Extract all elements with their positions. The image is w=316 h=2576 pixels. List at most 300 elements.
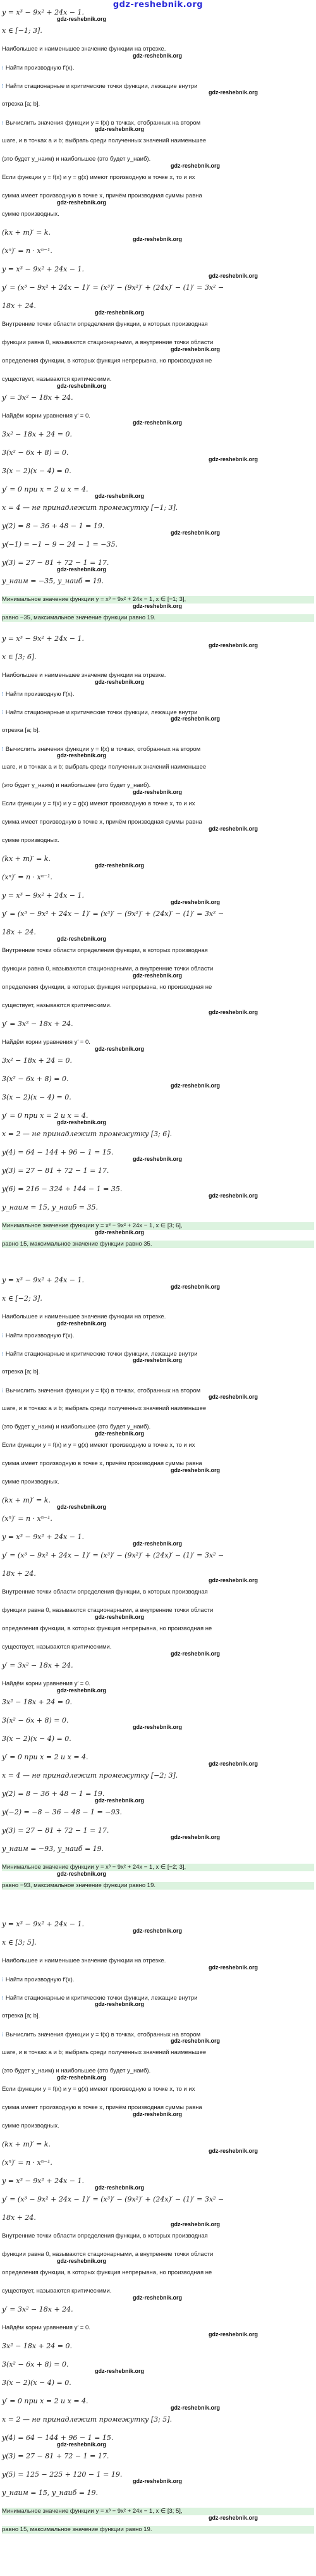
line-text: Найдём корни уравнения y′ = 0. (2, 412, 90, 419)
step-marker-icon: ⁝ (2, 1332, 4, 1339)
text-line (2, 984, 212, 991)
text-line (2, 2049, 206, 2057)
formula-line (2, 2361, 69, 2369)
line-text: Найти производную f′(x). (5, 65, 75, 71)
line-text: (это будет y_наим) и наибольшее (это будет y_наиб). (2, 1423, 151, 1430)
line-text: y = x³ − 9x² + 24x − 1. (2, 1533, 84, 1541)
text-line (2, 174, 195, 182)
formula-line (2, 1754, 88, 1761)
formula-line (2, 468, 71, 475)
formula-line (2, 247, 52, 255)
text-line (2, 1625, 212, 1633)
line-text: (kx + m)′ = k. (2, 228, 51, 237)
watermark: gdz-reshebnik.org (95, 862, 145, 869)
formula-line (2, 302, 36, 310)
watermark: gdz-reshebnik.org (57, 752, 107, 759)
formula-line (2, 541, 118, 548)
watermark: gdz-reshebnik.org (57, 566, 107, 573)
line-text: 3(x − 2)(x − 4) = 0. (2, 1093, 71, 1101)
formula-line (2, 1552, 224, 1559)
line-text: равно −93, максимальное значение функции равно 19. (2, 1882, 156, 1889)
line-text: x ∈ [−2; 3]. (2, 1294, 42, 1303)
watermark: gdz-reshebnik.org (133, 789, 183, 795)
line-text: определения функции, в которых функция непрерывна, но производная не (2, 357, 212, 364)
watermark: gdz-reshebnik.org (133, 53, 183, 59)
formula-line (2, 1020, 73, 1028)
formula-line (2, 1939, 37, 1947)
line-text: x = 2 — не принадлежит промежутку [3; 5]. (2, 2415, 173, 2424)
watermark: gdz-reshebnik.org (95, 2001, 145, 2007)
watermark: gdz-reshebnik.org (133, 1724, 183, 1730)
line-text: y′ = (x³ − 9x² + 24x − 1)′ = (x³)′ − (9x²)′ + (24x)′ − (1)′ = 3x² − (2, 283, 224, 292)
step-marker-icon: ⁝ (2, 1387, 4, 1394)
watermark: gdz-reshebnik.org (133, 419, 183, 426)
formula-line (2, 1204, 98, 1211)
line-text: 3(x² − 6x + 8) = 0. (2, 1075, 69, 1083)
text-line (2, 156, 150, 163)
line-text: 18x + 24. (2, 302, 36, 310)
line-text: шаге, и в точках a и b; выбрать среди полученных значений наименьшее (2, 764, 207, 771)
line-text: существует, называются критическими. (2, 1002, 112, 1009)
line-text: 3x² − 18x + 24 = 0. (2, 1698, 72, 1706)
line-text: Найти стационарные и критические точки функции, лежащие внутри (5, 83, 198, 90)
line-text: Найдём корни уравнения y′ = 0. (2, 2324, 90, 2331)
text-line (2, 2122, 59, 2130)
line-text: сумме производных. (2, 2122, 59, 2129)
line-text: x = 2 — не принадлежит промежутку [3; 6]. (2, 1130, 173, 1138)
line-text: y = x³ − 9x² + 24x − 1. (2, 1920, 84, 1928)
line-text: y = x³ − 9x² + 24x − 1. (2, 265, 84, 273)
formula-line (2, 910, 224, 918)
line-text: Найдём корни уравнения y′ = 0. (2, 1680, 90, 1687)
watermark: gdz-reshebnik.org (57, 1871, 107, 1877)
line-text: y(−2) = −8 − 36 − 48 − 1 = −93. (2, 1808, 122, 1816)
formula-line (2, 874, 52, 881)
watermark: gdz-reshebnik.org (95, 2184, 145, 2191)
line-text: 3(x² − 6x + 8) = 0. (2, 1716, 69, 1725)
line-text: Вычислить значения функции y = f(x) в точках, отобранных на втором (5, 120, 201, 127)
line-text: сумме производных. (2, 1478, 59, 1485)
text-line (2, 82, 197, 90)
formula-line (2, 504, 178, 512)
watermark: gdz-reshebnik.org (95, 2368, 145, 2374)
formula-line (2, 1809, 122, 1816)
watermark: gdz-reshebnik.org (95, 1430, 145, 1437)
watermark: gdz-reshebnik.org (171, 2221, 221, 2227)
line-text: существует, называются критическими. (2, 376, 112, 383)
formula-line (2, 1845, 104, 1853)
text-line (2, 690, 74, 698)
line-text: Найти стационарные и критические точки функции, лежащие внутри (5, 709, 198, 716)
text-line (2, 211, 59, 218)
line-text: сумма имеет производную в точке x, причём производная суммы равна (2, 819, 202, 826)
watermark: gdz-reshebnik.org (95, 1614, 145, 1620)
watermark: gdz-reshebnik.org (171, 1650, 221, 1657)
watermark: gdz-reshebnik.org (209, 2331, 258, 2338)
watermark: gdz-reshebnik.org (133, 1540, 183, 1547)
text-line (2, 321, 208, 328)
watermark: gdz-reshebnik.org (133, 1156, 183, 1162)
watermark: gdz-reshebnik.org (209, 1009, 258, 1015)
formula-line (2, 2398, 88, 2405)
formula-line (2, 1790, 104, 1798)
text-line (2, 357, 212, 365)
formula-line (2, 1057, 72, 1065)
formula-line (2, 1130, 172, 1138)
text-line (2, 2232, 208, 2240)
formula-line (2, 1717, 69, 1725)
line-text: Найти производную f′(x). (5, 1332, 75, 1339)
line-text: сумме производных. (2, 211, 59, 218)
line-text: y′ = 0 при x = 2 и x = 4. (2, 485, 88, 493)
line-text: отрезка [a; b]. (2, 727, 40, 734)
watermark: gdz-reshebnik.org (171, 1467, 221, 1473)
formula-line (2, 1570, 36, 1578)
line-text: (kx + m)′ = k. (2, 855, 51, 863)
line-text: сумма имеет производную в точке x, причём производная суммы равна (2, 1460, 202, 1467)
step-marker-icon: ⁝ (2, 746, 4, 752)
line-text: y′ = 3x² − 18x + 24. (2, 2305, 73, 2313)
line-text: y(3) = 27 − 81 + 72 − 1 = 17. (2, 1826, 109, 1835)
line-text: x = 4 — не принадлежит промежутку [−1; 3]. (2, 504, 178, 512)
line-text: Если функции y = f(x) и y = g(x) имеют производную в точке x, то и их (2, 2086, 195, 2093)
line-text: y_наим = 15, y_наиб = 19. (2, 2489, 98, 2497)
formula-line (2, 1295, 42, 1303)
formula-line (2, 1149, 113, 1156)
line-text: y′ = (x³ − 9x² + 24x − 1)′ = (x³)′ − (9x²)′ + (24x)′ − (1)′ = 3x² − (2, 1551, 224, 1559)
watermark: gdz-reshebnik.org (133, 1357, 183, 1363)
line-text: шаге, и в точках a и b; выбрать среди полученных значений наименьшее (2, 1405, 207, 1412)
step-marker-icon: ⁝ (2, 120, 4, 126)
formula-line (2, 929, 36, 936)
watermark: gdz-reshebnik.org (57, 199, 107, 206)
line-text: x = 4 — не принадлежит промежутку [−2; 3]. (2, 1771, 178, 1780)
text-line (2, 2269, 212, 2277)
formula-line (2, 2159, 52, 2167)
watermark: gdz-reshebnik.org (133, 1928, 183, 1934)
line-text: сумма имеет производную в точке x, причём производная суммы равна (2, 192, 202, 199)
line-text: y′ = 3x² − 18x + 24. (2, 1661, 73, 1669)
formula-line (2, 27, 42, 35)
step-marker-icon: ⁝ (2, 83, 4, 89)
text-line (2, 2251, 213, 2258)
answer-line (2, 1222, 314, 1230)
line-text: (это будет y_наим) и наибольшее (это будет y_наиб). (2, 782, 151, 789)
line-text: y′ = 0 при x = 2 и x = 4. (2, 2397, 88, 2405)
step-marker-icon: ⁝ (2, 1976, 4, 1983)
watermark: gdz-reshebnik.org (133, 972, 183, 979)
answer-line (2, 614, 314, 622)
watermark: gdz-reshebnik.org (209, 1192, 258, 1199)
line-text: Наибольшее и наименьшее значение функции на отрезке. (2, 1313, 166, 1320)
formula-line (2, 1735, 71, 1743)
watermark: gdz-reshebnik.org (95, 1046, 145, 1052)
watermark: gdz-reshebnik.org (171, 346, 221, 352)
line-text: y′ = 3x² − 18x + 24. (2, 1020, 73, 1028)
watermark: gdz-reshebnik.org (209, 1577, 258, 1583)
text-line (2, 1405, 206, 1413)
watermark: gdz-reshebnik.org (95, 1229, 145, 1235)
text-line (2, 1957, 166, 1965)
line-text: 3(x − 2)(x − 4) = 0. (2, 2379, 71, 2387)
watermark: gdz-reshebnik.org (57, 1504, 107, 1510)
watermark: gdz-reshebnik.org (171, 715, 221, 722)
text-line (2, 412, 90, 420)
text-line (2, 819, 202, 826)
line-text: y_наим = −93, y_наиб = 19. (2, 1845, 104, 1853)
watermark: gdz-reshebnik.org (209, 1761, 258, 1767)
line-text: Наибольшее и наименьшее значение функции на отрезке. (2, 1957, 166, 1964)
line-text: отрезка [a; b]. (2, 1368, 40, 1375)
line-text: определения функции, в которых функция непрерывна, но производная не (2, 2269, 212, 2276)
watermark: gdz-reshebnik.org (171, 1082, 221, 1089)
formula-line (2, 1277, 84, 1284)
line-text: Найти производную f′(x). (5, 1976, 75, 1983)
watermark: gdz-reshebnik.org (209, 2148, 258, 2154)
watermark: gdz-reshebnik.org (209, 1394, 258, 1400)
line-text: (xⁿ)′ = n · xⁿ⁻¹. (2, 1514, 52, 1523)
line-text: y_наим = −35, y_наиб = 19. (2, 577, 104, 585)
formula-line (2, 1186, 122, 1193)
line-text: x ∈ [−1; 3]. (2, 27, 42, 35)
line-text: 18x + 24. (2, 2214, 36, 2222)
text-line (2, 727, 40, 734)
watermark: gdz-reshebnik.org (95, 1797, 145, 1804)
text-line (2, 101, 40, 108)
text-line (2, 1368, 40, 1376)
line-text: отрезка [a; b]. (2, 2012, 40, 2019)
formula-line (2, 266, 84, 273)
line-text: y = x³ − 9x² + 24x − 1. (2, 8, 84, 16)
formula-line (2, 2141, 51, 2148)
formula-line (2, 1497, 51, 1504)
line-text: функции равна 0, называются стационарными, а внутренние точки области (2, 339, 214, 346)
formula-line (2, 431, 72, 438)
formula-line (2, 2416, 172, 2424)
text-line (2, 137, 206, 145)
line-text: 18x + 24. (2, 1570, 36, 1578)
text-line (2, 709, 197, 717)
formula-line (2, 1515, 52, 1523)
line-text: 3(x − 2)(x − 4) = 0. (2, 1735, 71, 1743)
formula-line (2, 523, 104, 530)
line-text: Если функции y = f(x) и y = g(x) имеют производную в точке x, то и их (2, 174, 195, 181)
formula-line (2, 1094, 71, 1101)
formula-line (2, 1827, 109, 1835)
line-text: Найти производную f′(x). (5, 691, 75, 698)
line-text: y(3) = 27 − 81 + 72 − 1 = 17. (2, 2452, 109, 2460)
line-text: y(6) = 216 − 324 + 144 − 1 = 35. (2, 1185, 123, 1193)
line-text: y(3) = 27 − 81 + 72 − 1 = 17. (2, 559, 109, 567)
line-text: (xⁿ)′ = n · xⁿ⁻¹. (2, 247, 52, 255)
step-marker-icon: ⁝ (2, 1351, 4, 1357)
line-text: (это будет y_наим) и наибольшее (это будет y_наиб). (2, 2067, 151, 2074)
step-marker-icon: ⁝ (2, 2031, 4, 2038)
line-text: функции равна 0, называются стационарными, а внутренние точки области (2, 2251, 214, 2258)
line-text: y′ = 0 при x = 2 и x = 4. (2, 1753, 88, 1761)
formula-line (2, 1075, 69, 1083)
text-line (2, 1002, 111, 1010)
line-text: Вычислить значения функции y = f(x) в точках, отобранных на втором (5, 1387, 201, 1394)
formula-line (2, 486, 88, 493)
answer-line (2, 2526, 314, 2534)
line-text: y′ = (x³ − 9x² + 24x − 1)′ = (x³)′ − (9x²)′ + (24x)′ − (1)′ = 3x² − (2, 910, 224, 918)
watermark: gdz-reshebnik.org (57, 16, 107, 22)
formula-line (2, 1772, 178, 1780)
line-text: Если функции y = f(x) и y = g(x) имеют производную в точке x, то и их (2, 1442, 195, 1449)
line-text: y(4) = 64 − 144 + 96 − 1 = 15. (2, 2434, 114, 2442)
watermark: gdz-reshebnik.org (171, 899, 221, 905)
line-text: Наибольшее и наименьшее значение функции на отрезке. (2, 46, 166, 53)
text-line (2, 782, 150, 790)
watermark: gdz-reshebnik.org (209, 89, 258, 96)
formula-line (2, 635, 84, 643)
watermark: gdz-reshebnik.org (209, 642, 258, 648)
watermark: gdz-reshebnik.org (57, 1119, 107, 1125)
formula-line (2, 2379, 71, 2387)
formula-line (2, 2489, 98, 2497)
answer-line (2, 1882, 314, 1890)
step-marker-icon: ⁝ (2, 709, 4, 715)
line-text: y(3) = 27 − 81 + 72 − 1 = 17. (2, 1167, 109, 1175)
formula-line (2, 578, 104, 585)
watermark: gdz-reshebnik.org (95, 493, 145, 499)
line-text: y(4) = 64 − 144 + 96 − 1 = 15. (2, 1148, 114, 1156)
text-line (2, 2086, 195, 2093)
line-text: равно −35, максимальное значение функции равно 19. (2, 614, 156, 621)
watermark: gdz-reshebnik.org (209, 2515, 258, 2521)
line-text: 3x² − 18x + 24 = 0. (2, 1056, 72, 1065)
formula-line (2, 2214, 36, 2222)
watermark: gdz-reshebnik.org (209, 273, 258, 279)
text-line (2, 1039, 90, 1046)
watermark: gdz-reshebnik.org (95, 126, 145, 132)
formula-line (2, 653, 37, 661)
line-text: сумма имеет производную в точке x, причём производная суммы равна (2, 2104, 202, 2111)
line-text: Найти стационарные и критические точки функции, лежащие внутри (5, 1351, 198, 1358)
line-text: 3(x² − 6x + 8) = 0. (2, 2360, 69, 2369)
formula-line (2, 1662, 73, 1669)
line-text: 3(x − 2)(x − 4) = 0. (2, 467, 71, 475)
text-line (2, 64, 74, 72)
watermark: gdz-reshebnik.org (57, 1687, 107, 1694)
line-text: y(5) = 125 − 225 + 120 − 1 = 19. (2, 2470, 123, 2479)
line-text: y′ = 0 при x = 2 и x = 4. (2, 1112, 88, 1120)
line-text: равно 15, максимальное значение функции равно 19. (2, 2526, 152, 2533)
line-text: Внутренние точки области определения функции, в которых производная (2, 321, 208, 328)
text-line (2, 764, 206, 771)
line-text: 3x² − 18x + 24 = 0. (2, 430, 72, 438)
line-text: (kx + m)′ = k. (2, 1496, 51, 1504)
watermark: gdz-reshebnik.org (171, 2405, 221, 2411)
line-text: Минимальное значение функции y = x³ − 9x² + 24x − 1, x ∈ [3; 5], (2, 2508, 183, 2515)
watermark: gdz-reshebnik.org (133, 2478, 183, 2484)
formula-line (2, 394, 73, 402)
watermark: gdz-reshebnik.org (209, 1964, 258, 1971)
line-text: 3x² − 18x + 24 = 0. (2, 2342, 72, 2350)
watermark: gdz-reshebnik.org (171, 1284, 221, 1290)
answer-line (2, 1241, 314, 1248)
line-text: Наибольшее и наименьшее значение функции на отрезке. (2, 672, 166, 679)
formula-line (2, 449, 69, 457)
watermark: gdz-reshebnik.org (57, 1320, 107, 1327)
line-text: шаге, и в точках a и b; выбрать среди полученных значений наименьшее (2, 2049, 207, 2056)
line-text: равно 15, максимальное значение функции равно 35. (2, 1241, 152, 1248)
formula-line (2, 2471, 122, 2479)
text-line (2, 1644, 111, 1651)
watermark: gdz-reshebnik.org (133, 236, 183, 242)
text-line (2, 1442, 195, 1449)
line-text: определения функции, в которых функция непрерывна, но производная не (2, 984, 212, 991)
formula-line (2, 892, 84, 900)
watermark: gdz-reshebnik.org (209, 456, 258, 462)
site-header[interactable]: gdz-reshebnik.org (112, 0, 204, 9)
text-line (2, 800, 195, 808)
watermark: gdz-reshebnik.org (57, 936, 107, 942)
formula-line (2, 1699, 72, 1706)
formula-line (2, 855, 51, 863)
line-text: y = x³ − 9x² + 24x − 1. (2, 2177, 84, 2185)
line-text: шаге, и в точках a и b; выбрать среди полученных значений наименьшее (2, 137, 207, 144)
line-text: Минимальное значение функции y = x³ − 9x² + 24x − 1, x ∈ [3; 6], (2, 1222, 183, 1229)
text-line (2, 2288, 111, 2295)
line-text: y(−1) = −1 − 9 − 24 − 1 = −35. (2, 540, 118, 548)
text-line (2, 2324, 90, 2332)
line-text: y_наим = 15, y_наиб = 35. (2, 1203, 98, 1211)
line-text: существует, называются критическими. (2, 2288, 112, 2294)
line-text: (xⁿ)′ = n · xⁿ⁻¹. (2, 873, 52, 881)
line-text: x ∈ [3; 6]. (2, 653, 37, 661)
line-text: Если функции y = f(x) и y = g(x) имеют производную в точке x, то и их (2, 800, 195, 807)
formula-line (2, 1533, 84, 1541)
line-text: Минимальное значение функции y = x³ − 9x² + 24x − 1, x ∈ [−1; 3], (2, 596, 186, 603)
watermark: gdz-reshebnik.org (133, 2294, 183, 2301)
line-text: (kx + m)′ = k. (2, 2140, 51, 2148)
watermark: gdz-reshebnik.org (57, 2258, 107, 2264)
formula-line (2, 2306, 73, 2313)
text-line (2, 1478, 59, 1486)
watermark: gdz-reshebnik.org (171, 1834, 221, 1840)
watermark: gdz-reshebnik.org (171, 2038, 221, 2044)
line-text: существует, называются критическими. (2, 1644, 112, 1650)
line-text: Вычислить значения функции y = f(x) в точках, отобранных на втором (5, 746, 201, 753)
line-text: y = x³ − 9x² + 24x − 1. (2, 1276, 84, 1284)
formula-line (2, 2196, 224, 2203)
text-line (2, 837, 59, 845)
formula-line (2, 284, 224, 292)
text-line (2, 1976, 74, 1984)
formula-line (2, 1921, 84, 1928)
text-line (2, 2012, 40, 2020)
line-text: Найти стационарные и критические точки функции, лежащие внутри (5, 1995, 198, 2002)
formula-line (2, 1167, 109, 1175)
line-text: Внутренние точки области определения функции, в которых производная (2, 947, 208, 954)
line-text: Вычислить значения функции y = f(x) в точках, отобранных на втором (5, 2031, 201, 2038)
watermark: gdz-reshebnik.org (95, 679, 145, 685)
text-line (2, 1387, 200, 1395)
line-text: Минимальное значение функции y = x³ − 9x² + 24x − 1, x ∈ [−2; 3], (2, 1864, 186, 1871)
text-line (2, 1588, 208, 1596)
formula-line (2, 2453, 109, 2460)
line-text: отрезка [a; b]. (2, 101, 40, 108)
line-text: y(2) = 8 − 36 + 48 − 1 = 19. (2, 522, 105, 530)
line-text: Внутренние точки области определения функции, в которых производная (2, 2232, 208, 2239)
formula-line (2, 2177, 84, 2185)
watermark: gdz-reshebnik.org (57, 2074, 107, 2081)
step-marker-icon: ⁝ (2, 1995, 4, 2001)
line-text: определения функции, в которых функция непрерывна, но производная не (2, 1625, 212, 1632)
line-text: y = x³ − 9x² + 24x − 1. (2, 891, 84, 900)
